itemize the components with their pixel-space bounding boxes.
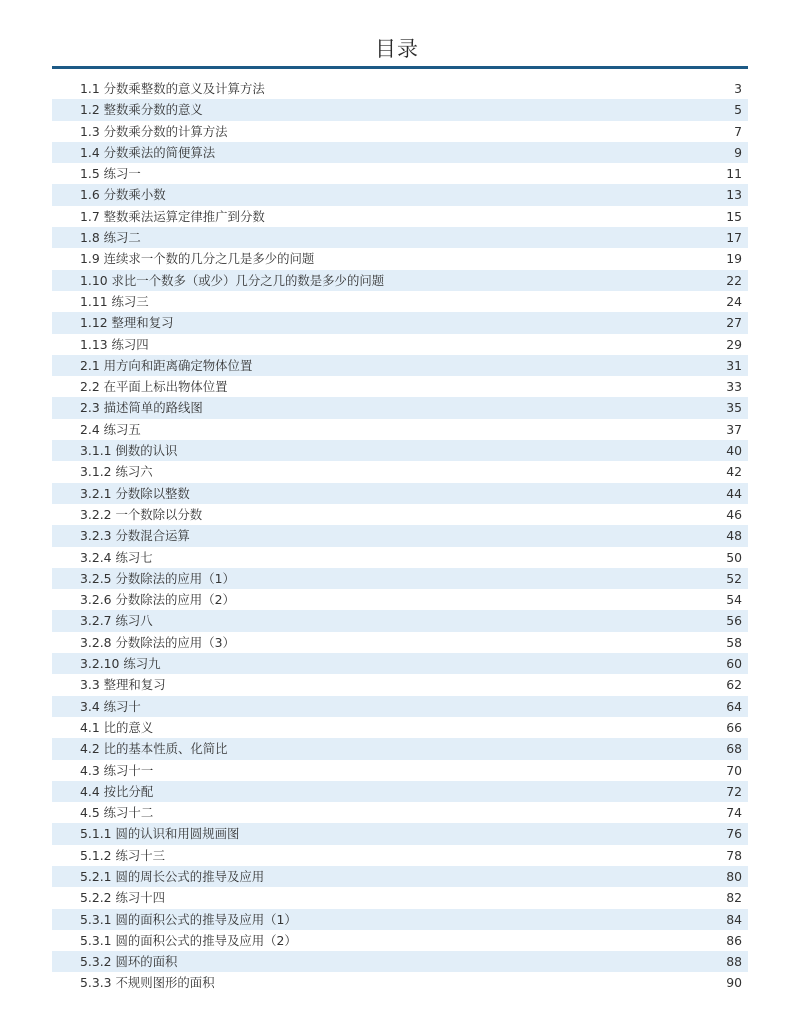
toc-entry[interactable] — [52, 461, 748, 482]
toc-entry-page-number: 58 — [726, 634, 742, 650]
toc-entry[interactable] — [52, 163, 748, 184]
toc-entry-label[interactable]: 3.3 整理和复习 — [80, 677, 166, 693]
toc-entry-page-number: 11 — [726, 166, 742, 182]
toc-entry-label[interactable]: 1.3 分数乘分数的计算方法 — [80, 123, 228, 139]
toc-entry-page-number: 76 — [726, 826, 742, 842]
toc-entry-page-number: 48 — [726, 528, 742, 544]
toc-entry[interactable] — [52, 184, 748, 205]
toc-entry[interactable] — [52, 419, 748, 440]
toc-entry[interactable] — [52, 738, 748, 759]
toc-entry[interactable] — [52, 845, 748, 866]
toc-entry-label[interactable]: 1.1 分数乘整数的意义及计算方法 — [80, 81, 265, 96]
toc-entry[interactable] — [52, 823, 748, 844]
toc-entry[interactable] — [52, 440, 748, 461]
toc-entry-label[interactable]: 1.13 练习四 — [80, 336, 149, 352]
toc-entry-label[interactable]: 3.2.7 练习八 — [80, 613, 153, 629]
toc-entry-page-number: 17 — [726, 230, 742, 246]
toc-entry[interactable] — [52, 483, 748, 504]
toc-entry-label[interactable]: 5.1.1 圆的认识和用圆规画图 — [80, 826, 240, 842]
toc-entry-label[interactable]: 3.2.1 分数除以整数 — [80, 485, 190, 501]
toc-entry-label[interactable]: 4.4 按比分配 — [80, 783, 154, 799]
toc-entry[interactable] — [52, 248, 748, 269]
toc-entry[interactable] — [52, 227, 748, 248]
toc-entry-page-number: 84 — [726, 911, 742, 927]
toc-entry-label[interactable]: 5.3.2 圆环的面积 — [80, 954, 178, 970]
toc-entry[interactable] — [52, 760, 748, 781]
toc-entry-label[interactable]: 2.2 在平面上标出物体位置 — [80, 379, 228, 395]
toc-entry-page-number: 19 — [726, 251, 742, 267]
toc-entry[interactable] — [52, 696, 748, 717]
toc-entry[interactable] — [52, 909, 748, 930]
toc-entry[interactable] — [52, 610, 748, 631]
toc-entry-page-number: 56 — [726, 613, 742, 629]
toc-entry-label[interactable]: 1.12 整理和复习 — [80, 315, 174, 331]
toc-entry[interactable] — [52, 866, 748, 887]
toc-entry-label[interactable]: 1.4 分数乘法的简便算法 — [80, 144, 216, 160]
toc-entry-page-number: 42 — [726, 464, 742, 480]
toc-entry-page-number: 46 — [726, 506, 742, 522]
toc-entry-label[interactable]: 3.2.3 分数混合运算 — [80, 528, 190, 544]
toc-entry-page-number: 31 — [726, 357, 742, 373]
toc-title: 目录 — [375, 37, 419, 61]
toc-entry-page-number: 5 — [734, 102, 742, 118]
toc-entry-page-number: 44 — [726, 485, 742, 501]
toc-entry-page-number: 62 — [726, 677, 742, 693]
toc-entry-page-number: 13 — [726, 187, 742, 203]
toc-entry[interactable] — [52, 121, 748, 142]
toc-entry-label[interactable]: 1.7 整数乘法运算定律推广到分数 — [80, 208, 265, 224]
toc-entry-label[interactable]: 3.2.5 分数除法的应用（1） — [80, 570, 235, 586]
toc-entry[interactable] — [52, 376, 748, 397]
toc-entry-label[interactable]: 3.2.6 分数除法的应用（2） — [80, 592, 235, 608]
toc-entry-page-number: 24 — [726, 293, 742, 309]
toc-entry-label[interactable]: 1.9 连续求一个数的几分之几是多少的问题 — [80, 251, 315, 267]
toc-entry-label[interactable]: 4.5 练习十二 — [80, 805, 154, 821]
toc-entry[interactable] — [52, 397, 748, 418]
toc-entry-page-number: 60 — [726, 656, 742, 672]
toc-entry-page-number: 64 — [726, 698, 742, 714]
toc-entry[interactable] — [52, 674, 748, 695]
toc-entry-label[interactable]: 2.1 用方向和距离确定物体位置 — [80, 357, 253, 373]
toc-entry-label[interactable]: 5.2.1 圆的周长公式的推导及应用 — [80, 868, 265, 884]
toc-entry-label[interactable]: 5.3.1 圆的面积公式的推导及应用（1） — [80, 911, 297, 927]
toc-entry-page-number: 3 — [734, 81, 742, 96]
toc-entry-label[interactable]: 1.2 整数乘分数的意义 — [80, 102, 203, 118]
toc-entry[interactable] — [52, 504, 748, 525]
toc-entry-label[interactable]: 3.1.2 练习六 — [80, 464, 153, 480]
toc-entry[interactable] — [52, 334, 748, 355]
toc-entry-label[interactable]: 3.2.8 分数除法的应用（3） — [80, 634, 235, 650]
toc-entry[interactable] — [52, 142, 748, 163]
toc-entry-page-number: 74 — [726, 805, 742, 821]
title-divider — [52, 66, 748, 69]
toc-entry[interactable] — [52, 887, 748, 908]
toc-entry-page-number: 35 — [726, 400, 742, 416]
toc-entry-label[interactable]: 4.2 比的基本性质、化简比 — [80, 741, 228, 757]
toc-entry-page-number: 86 — [726, 932, 742, 948]
toc-entry[interactable] — [52, 653, 748, 674]
toc-entry-label[interactable]: 1.8 练习二 — [80, 230, 141, 246]
toc-entry-label[interactable]: 3.2.10 练习九 — [80, 656, 161, 672]
toc-entry[interactable] — [52, 951, 748, 972]
toc-entry[interactable] — [52, 291, 748, 312]
toc-entry-label[interactable]: 5.3.1 圆的面积公式的推导及应用（2） — [80, 932, 297, 948]
toc-entry-label[interactable]: 4.1 比的意义 — [80, 719, 154, 735]
toc-entry-page-number: 27 — [726, 315, 742, 331]
toc-entry[interactable] — [52, 781, 748, 802]
toc-entry-page-number: 68 — [726, 741, 742, 757]
toc-entry-label[interactable]: 5.3.3 不规则图形的面积 — [80, 975, 215, 991]
toc-entry-label[interactable]: 1.6 分数乘小数 — [80, 187, 166, 203]
toc-entry[interactable] — [52, 525, 748, 546]
toc-entry-page-number: 90 — [726, 975, 742, 991]
toc-entry[interactable] — [52, 632, 748, 653]
toc-entry-page-number: 82 — [726, 890, 742, 906]
toc-entry-page-number: 37 — [726, 421, 742, 437]
toc-entry[interactable] — [52, 568, 748, 589]
toc-entry-label[interactable]: 1.5 练习一 — [80, 166, 141, 182]
toc-entry-page-number: 78 — [726, 847, 742, 863]
toc-list — [52, 78, 748, 994]
toc-entry[interactable] — [52, 355, 748, 376]
toc-entry-page-number: 80 — [726, 868, 742, 884]
toc-entry-page-number: 40 — [726, 443, 742, 459]
toc-entry[interactable] — [52, 589, 748, 610]
toc-entry-label[interactable]: 2.3 描述简单的路线图 — [80, 400, 203, 416]
toc-entry-page-number: 52 — [726, 570, 742, 586]
toc-entry[interactable] — [52, 99, 748, 120]
toc-entry-page-number: 54 — [726, 592, 742, 608]
toc-entry-label[interactable]: 3.2.2 一个数除以分数 — [80, 506, 203, 522]
toc-entry-label[interactable]: 5.2.2 练习十四 — [80, 890, 166, 906]
toc-entry-page-number: 15 — [726, 208, 742, 224]
toc-entry[interactable] — [52, 78, 748, 99]
toc-entry-page-number: 29 — [726, 336, 742, 352]
toc-entry-page-number: 7 — [734, 123, 742, 139]
toc-entry[interactable] — [52, 717, 748, 738]
toc-entry[interactable] — [52, 312, 748, 333]
toc-entry-label[interactable]: 2.4 练习五 — [80, 421, 141, 437]
toc-entry[interactable] — [52, 802, 748, 823]
toc-entry-label[interactable]: 3.1.1 倒数的认识 — [80, 443, 178, 459]
toc-entry[interactable] — [52, 547, 748, 568]
toc-entry[interactable] — [52, 930, 748, 951]
toc-entry-page-number: 72 — [726, 783, 742, 799]
toc-entry[interactable] — [52, 206, 748, 227]
toc-entry[interactable] — [52, 270, 748, 291]
toc-entry-label[interactable]: 1.11 练习三 — [80, 293, 149, 309]
toc-entry-label[interactable]: 3.4 练习十 — [80, 698, 141, 714]
toc-entry-label[interactable]: 5.1.2 练习十三 — [80, 847, 166, 863]
toc-entry-label[interactable]: 3.2.4 练习七 — [80, 549, 153, 565]
toc-entry-page-number: 50 — [726, 549, 742, 565]
toc-entry[interactable] — [52, 972, 748, 993]
toc-entry-page-number: 33 — [726, 379, 742, 395]
toc-entry-page-number: 22 — [726, 272, 742, 288]
toc-entry-page-number: 9 — [734, 144, 742, 160]
toc-entry-page-number: 70 — [726, 762, 742, 778]
toc-entry-page-number: 88 — [726, 954, 742, 970]
toc-entry-label[interactable]: 4.3 练习十一 — [80, 762, 154, 778]
toc-entry-page-number: 66 — [726, 719, 742, 735]
toc-entry-label[interactable]: 1.10 求比一个数多（或少）几分之几的数是多少的问题 — [80, 272, 385, 288]
